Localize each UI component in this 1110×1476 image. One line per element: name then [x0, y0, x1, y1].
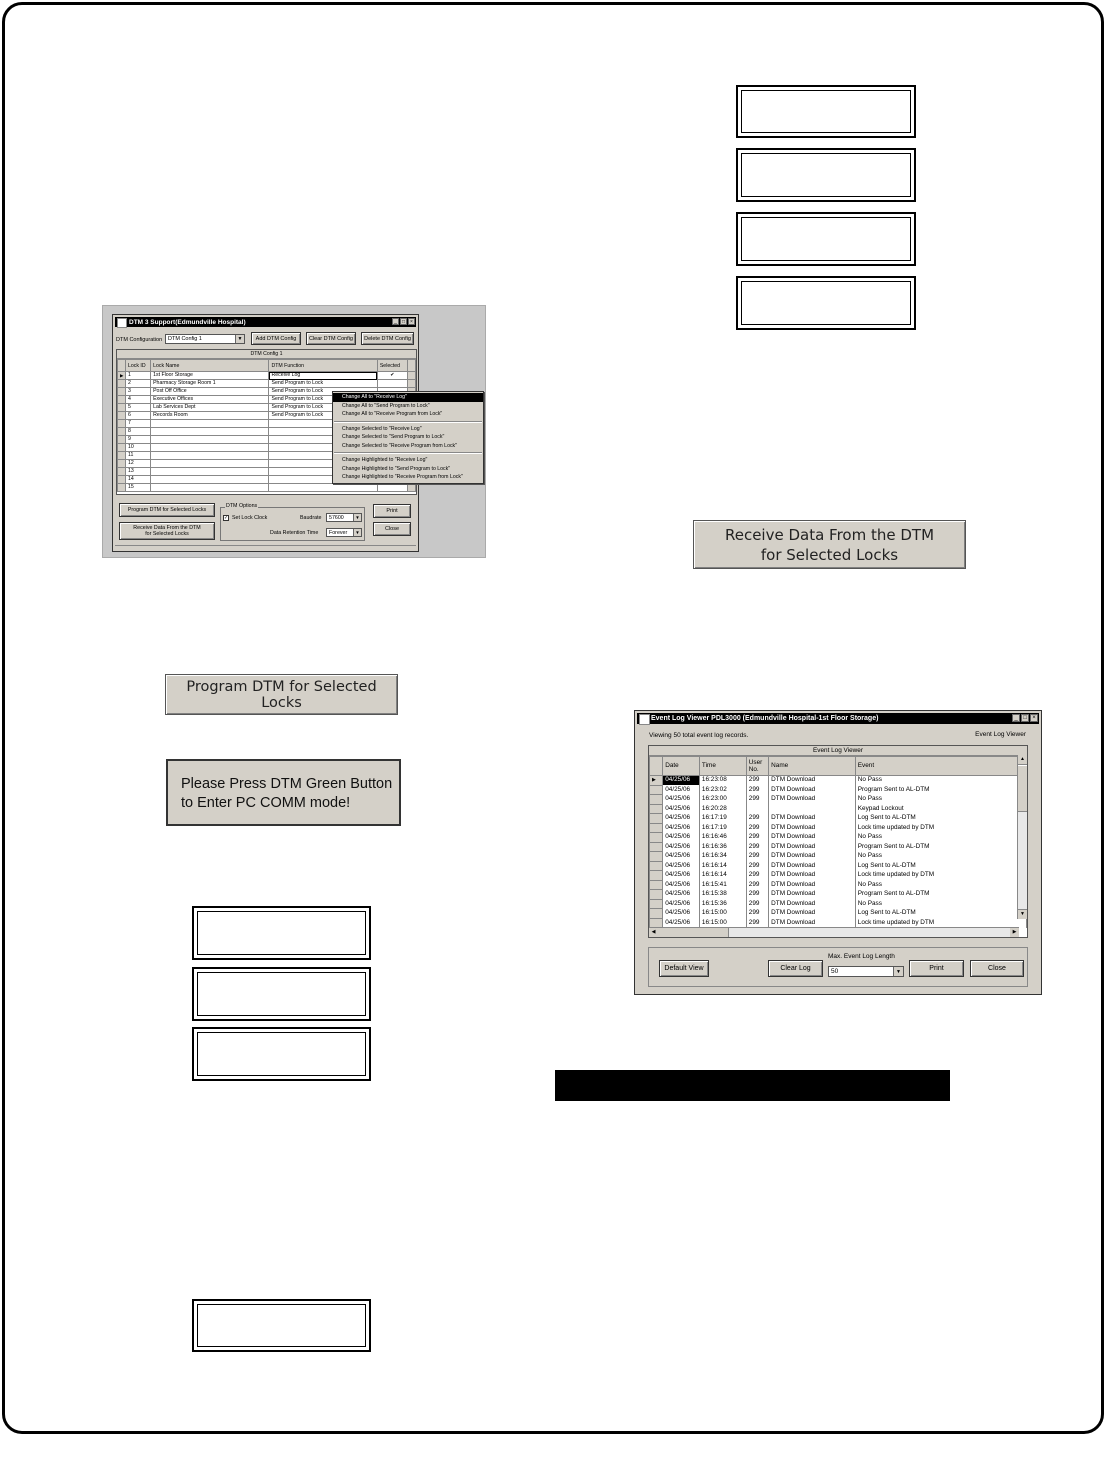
filler-cell — [407, 380, 415, 388]
retention-select[interactable]: Forever ▼ — [326, 528, 362, 537]
minimize-icon[interactable]: _ — [392, 318, 399, 325]
table-row[interactable] — [650, 804, 1027, 814]
date-cell[interactable]: 04/25/06 — [663, 861, 700, 871]
name-cell[interactable]: DTM Download — [769, 795, 856, 805]
row-indicator — [118, 404, 126, 412]
app-icon — [117, 318, 127, 328]
dtm-close-button[interactable]: Close — [373, 522, 411, 536]
event-cell[interactable]: No Pass — [855, 899, 1026, 909]
lock-name-cell[interactable]: Records Room — [151, 412, 269, 420]
lcd-display-box — [192, 1299, 371, 1352]
dtm-print-button[interactable]: Print — [373, 504, 411, 518]
row-indicator — [118, 444, 126, 452]
col-time[interactable]: Time — [699, 757, 746, 776]
date-cell[interactable]: 04/25/06 — [663, 909, 700, 919]
filler-cell — [407, 484, 415, 492]
name-cell[interactable]: DTM Download — [769, 842, 856, 852]
row-indicator — [118, 484, 126, 492]
date-cell[interactable]: 04/25/06 — [663, 785, 700, 795]
lock-name-cell[interactable]: Pharmacy Storage Room 1 — [151, 380, 269, 388]
time-cell[interactable]: 16:16:46 — [699, 833, 746, 843]
name-cell[interactable]: DTM Download — [769, 776, 856, 786]
name-cell[interactable]: DTM Download — [769, 871, 856, 881]
dtm-function-cell[interactable]: Send Program to Lock — [269, 388, 377, 396]
dtm-options-group: DTM Options ✓ Set Lock Clock Baudrate 57600 ▼ Data Retention Time Forever ▼ — [220, 507, 365, 541]
row-indicator — [650, 899, 663, 909]
event-cell[interactable]: Lock time updated by DTM — [855, 918, 1026, 928]
event-print-button[interactable]: Print — [909, 960, 964, 977]
table-row[interactable] — [650, 842, 1027, 852]
event-log-grid — [648, 745, 1028, 938]
name-cell[interactable]: DTM Download — [769, 861, 856, 871]
scroll-thumb[interactable] — [658, 928, 729, 937]
clear-log-button[interactable]: Clear Log — [768, 960, 823, 977]
chevron-down-icon: ▼ — [235, 335, 244, 343]
row-indicator — [118, 420, 126, 428]
user-cell[interactable]: 299 — [746, 909, 768, 919]
row-indicator — [118, 476, 126, 484]
max-length-label: Max. Event Log Length — [828, 953, 895, 960]
lock-id-cell[interactable]: 4 — [126, 396, 151, 404]
lcd-display-box — [736, 212, 916, 266]
date-cell[interactable]: 04/25/06 — [663, 804, 700, 814]
add-dtm-config-button[interactable]: Add DTM Config — [251, 332, 301, 345]
event-cell[interactable]: Program Sent to AL-DTM — [855, 785, 1026, 795]
lock-id-cell[interactable]: 1 — [126, 372, 151, 380]
col-selected[interactable]: Selected — [377, 360, 407, 372]
dtm-config-label: DTM Configuration — [116, 337, 163, 343]
user-cell[interactable]: 299 — [746, 918, 768, 928]
scroll-right-icon[interactable]: ▶ — [1010, 928, 1019, 937]
event-cell[interactable]: Log Sent to AL-DTM — [855, 861, 1026, 871]
lock-id-cell[interactable]: 5 — [126, 404, 151, 412]
event-cell[interactable]: Log Sent to AL-DTM — [855, 909, 1026, 919]
user-cell[interactable]: 299 — [746, 776, 768, 786]
lock-id-cell[interactable]: 15 — [126, 484, 151, 492]
dtm-title-bar — [115, 317, 416, 327]
set-lock-clock-label: Set Lock Clock — [232, 515, 268, 521]
row-indicator — [650, 871, 663, 881]
row-indicator — [650, 833, 663, 843]
time-cell[interactable]: 16:15:00 — [699, 918, 746, 928]
col-date[interactable]: Date — [663, 757, 700, 776]
lock-name-cell[interactable]: Lab Services Dept — [151, 404, 269, 412]
dtm-function-cell[interactable] — [269, 484, 377, 492]
lock-id-cell[interactable]: 3 — [126, 388, 151, 396]
user-cell[interactable]: 299 — [746, 852, 768, 862]
table-row[interactable] — [650, 871, 1027, 881]
lcd-display-box — [736, 276, 916, 330]
user-cell[interactable]: 299 — [746, 890, 768, 900]
table-row[interactable] — [650, 899, 1027, 909]
lcd-display-box — [192, 967, 371, 1021]
event-log-viewer-window — [634, 710, 1042, 995]
horizontal-scrollbar[interactable] — [649, 927, 1019, 937]
date-cell[interactable]: 04/25/06 — [663, 814, 700, 824]
lock-name-cell[interactable]: 1st Floor Storage — [151, 372, 269, 380]
user-cell[interactable]: 299 — [746, 861, 768, 871]
viewing-count-text: Viewing 50 total event log records. — [649, 732, 749, 739]
user-cell[interactable]: 299 — [746, 833, 768, 843]
lcd-display-box — [736, 148, 916, 202]
table-row[interactable] — [650, 861, 1027, 871]
user-cell[interactable]: 299 — [746, 899, 768, 909]
section-header-bar — [555, 1070, 950, 1101]
row-indicator — [650, 861, 663, 871]
close-icon[interactable]: × — [1030, 714, 1038, 722]
row-indicator — [650, 852, 663, 862]
name-cell[interactable]: DTM Download — [769, 909, 856, 919]
baudrate-label: Baudrate — [300, 515, 322, 521]
set-lock-clock-checkbox[interactable]: ✓ — [224, 515, 229, 521]
row-indicator — [650, 880, 663, 890]
selected-cell[interactable]: ✔ — [377, 372, 407, 380]
name-cell[interactable]: DTM Download — [769, 852, 856, 862]
table-row[interactable] — [650, 880, 1027, 890]
menu-item[interactable]: Change All to "Send Program to Lock" — [342, 402, 430, 409]
name-cell[interactable]: DTM Download — [769, 899, 856, 909]
user-cell[interactable]: 299 — [746, 871, 768, 881]
lock-name-cell[interactable]: Executive Offices — [151, 396, 269, 404]
name-cell[interactable]: DTM Download — [769, 833, 856, 843]
col-event[interactable]: Event — [855, 757, 1026, 776]
lock-id-cell[interactable]: 14 — [126, 476, 151, 484]
filler-cell — [407, 372, 415, 380]
col-user-no[interactable]: User No. — [746, 757, 768, 776]
date-cell[interactable]: 04/25/06 — [663, 890, 700, 900]
table-row[interactable] — [650, 833, 1027, 843]
time-cell[interactable]: 16:20:28 — [699, 804, 746, 814]
status-bar — [115, 545, 416, 552]
time-cell[interactable]: 16:15:38 — [699, 890, 746, 900]
app-icon — [639, 714, 650, 725]
row-indicator — [650, 814, 663, 824]
lcd-display-box — [192, 1027, 371, 1081]
scroll-left-icon[interactable]: ◀ — [649, 928, 658, 937]
event-cell[interactable]: Program Sent to AL-DTM — [855, 890, 1026, 900]
event-cell[interactable]: No Pass — [855, 776, 1026, 786]
event-cell[interactable]: Lock time updated by DTM — [855, 823, 1026, 833]
lock-name-cell[interactable] — [151, 436, 269, 444]
lock-name-cell[interactable] — [151, 484, 269, 492]
row-indicator — [118, 412, 126, 420]
row-indicator — [650, 842, 663, 852]
dtm-config-select[interactable]: DTM Config 1 ▼ — [165, 334, 245, 344]
date-cell[interactable]: 04/25/06 — [663, 823, 700, 833]
date-cell[interactable]: 04/25/06 — [663, 918, 700, 928]
lock-id-cell[interactable]: 12 — [126, 460, 151, 468]
menu-separator — [334, 452, 482, 454]
name-cell[interactable]: DTM Download — [769, 814, 856, 824]
name-cell[interactable]: DTM Download — [769, 823, 856, 833]
maximize-icon[interactable]: □ — [1021, 714, 1029, 722]
menu-item[interactable]: Change All to "Receive Program from Lock" — [342, 411, 443, 417]
prompt-line-1: Please Press DTM Green Button — [181, 776, 393, 792]
event-title-bar — [637, 713, 1039, 724]
date-cell[interactable]: 04/25/06 — [663, 899, 700, 909]
baudrate-select[interactable]: 57600 ▼ — [326, 513, 362, 522]
scroll-up-icon[interactable]: ▲ — [1018, 755, 1027, 765]
lock-id-cell[interactable]: 6 — [126, 412, 151, 420]
date-cell[interactable]: 04/25/06 — [663, 852, 700, 862]
lock-id-cell[interactable]: 10 — [126, 444, 151, 452]
lock-id-cell[interactable]: 8 — [126, 428, 151, 436]
lock-id-cell[interactable]: 7 — [126, 420, 151, 428]
event-cell[interactable]: No Pass — [855, 833, 1026, 843]
user-cell[interactable]: 299 — [746, 795, 768, 805]
name-cell[interactable] — [769, 804, 856, 814]
chevron-down-icon: ▼ — [353, 514, 361, 521]
lock-name-cell[interactable] — [151, 428, 269, 436]
lock-id-cell[interactable]: 13 — [126, 468, 151, 476]
table-row[interactable] — [650, 852, 1027, 862]
row-indicator — [118, 468, 126, 476]
event-close-button[interactable]: Close — [970, 960, 1024, 977]
event-cell[interactable]: Log Sent to AL-DTM — [855, 814, 1026, 824]
table-row[interactable] — [650, 785, 1027, 795]
table-row[interactable] — [118, 372, 416, 380]
prompt-line-2: to Enter PC COMM mode! — [181, 795, 351, 811]
max-length-select[interactable]: 50 ▼ — [828, 966, 904, 977]
menu-item[interactable]: Change All to "Receive Log" — [333, 393, 483, 402]
user-cell[interactable]: 299 — [746, 785, 768, 795]
lock-name-cell[interactable] — [151, 460, 269, 468]
lock-name-cell[interactable] — [151, 476, 269, 484]
menu-item[interactable]: Change Highlighted to "Receive Program from Lock" — [342, 474, 463, 480]
pc-comm-prompt — [166, 759, 401, 826]
table-row[interactable] — [650, 795, 1027, 805]
clear-dtm-config-button[interactable]: Clear DTM Config — [306, 332, 356, 345]
row-indicator — [650, 909, 663, 919]
event-cell[interactable]: Program Sent to AL-DTM — [855, 842, 1026, 852]
lock-id-cell[interactable]: 2 — [126, 380, 151, 388]
receive-data-button[interactable]: Receive Data From the DTM for Selected Locks — [693, 520, 966, 569]
event-cell[interactable]: Lock time updated by DTM — [855, 871, 1026, 881]
date-cell[interactable]: 04/25/06 — [663, 871, 700, 881]
user-cell[interactable] — [746, 804, 768, 814]
name-cell[interactable]: DTM Download — [769, 890, 856, 900]
menu-item[interactable]: Change Selected to "Receive Log" — [342, 425, 422, 432]
grid-caption: Event Log Viewer — [649, 746, 1027, 756]
row-indicator — [650, 795, 663, 805]
default-view-button[interactable]: Default View — [659, 960, 709, 977]
receive-data-small-button[interactable]: Receive Data From the DTM for Selected Locks — [119, 522, 215, 540]
grid-caption: DTM Config 1 — [117, 350, 416, 359]
col-dtm-function[interactable]: DTM Function — [269, 360, 377, 372]
table-row[interactable] — [118, 484, 416, 492]
event-cell[interactable]: No Pass — [855, 795, 1026, 805]
row-indicator: ▶ — [650, 776, 663, 786]
menu-item[interactable]: Change Selected to "Receive Program from Lock" — [342, 442, 457, 449]
chevron-down-icon: ▼ — [893, 967, 903, 976]
lock-name-cell[interactable] — [151, 452, 269, 460]
table-row[interactable] — [650, 814, 1027, 824]
name-cell[interactable]: DTM Download — [769, 785, 856, 795]
delete-dtm-config-button[interactable]: Delete DTM Config — [361, 332, 414, 345]
event-log-table — [649, 756, 1027, 928]
time-cell[interactable]: 16:15:00 — [699, 909, 746, 919]
row-indicator — [118, 428, 126, 436]
time-cell[interactable]: 16:16:34 — [699, 852, 746, 862]
time-cell[interactable]: 16:15:36 — [699, 899, 746, 909]
program-dtm-small-button[interactable]: Program DTM for Selected Locks — [119, 503, 215, 517]
dtm-window-title: DTM 3 Support(Edmundville Hospital) — [129, 318, 246, 326]
row-indicator — [118, 436, 126, 444]
time-cell[interactable]: 16:16:14 — [699, 861, 746, 871]
lcd-display-box — [192, 906, 371, 960]
close-icon[interactable]: × — [408, 318, 415, 325]
dtm-function-cell[interactable]: Send Program to Lock — [269, 380, 377, 388]
date-cell[interactable]: 04/25/06 — [663, 842, 700, 852]
dtm-function-cell[interactable]: Send Program to Lock — [269, 412, 377, 420]
lock-id-cell[interactable]: 9 — [126, 436, 151, 444]
vertical-scrollbar[interactable] — [1017, 755, 1027, 919]
menu-item[interactable]: Change Highlighted to "Send Program to Lock" — [342, 465, 451, 472]
selected-cell[interactable] — [377, 380, 407, 388]
dtm-support-window — [102, 305, 486, 558]
maximize-icon[interactable]: □ — [401, 319, 406, 325]
time-cell[interactable]: 16:17:19 — [699, 823, 746, 833]
row-indicator — [118, 452, 126, 460]
date-cell[interactable]: 04/25/06 — [663, 776, 700, 786]
col-lock-name[interactable]: Lock Name — [151, 360, 269, 372]
time-cell[interactable]: 16:23:00 — [699, 795, 746, 805]
row-indicator: ▶ — [118, 372, 126, 380]
row-indicator — [118, 460, 126, 468]
date-cell[interactable]: 04/25/06 — [663, 880, 700, 890]
lock-name-cell[interactable]: Post Off Office — [151, 388, 269, 396]
user-cell[interactable]: 299 — [746, 823, 768, 833]
row-indicator — [118, 388, 126, 396]
lock-name-cell[interactable] — [151, 468, 269, 476]
date-cell[interactable]: 04/25/06 — [663, 795, 700, 805]
lock-id-cell[interactable]: 11 — [126, 452, 151, 460]
user-cell[interactable]: 299 — [746, 814, 768, 824]
minimize-icon[interactable]: _ — [1012, 714, 1020, 722]
program-dtm-button[interactable]: Program DTM for Selected Locks — [165, 674, 398, 715]
date-cell[interactable]: 04/25/06 — [663, 833, 700, 843]
name-cell[interactable]: DTM Download — [769, 918, 856, 928]
table-row[interactable] — [650, 776, 1027, 786]
col-lock-id[interactable]: Lock ID — [126, 360, 151, 372]
scroll-down-icon[interactable]: ▼ — [1018, 909, 1027, 919]
dtm-function-cell[interactable]: Receive Log — [269, 372, 377, 380]
row-indicator — [118, 396, 126, 404]
event-log-viewer-label: Event Log Viewer — [975, 731, 1026, 738]
lock-name-cell[interactable] — [151, 444, 269, 452]
scroll-thumb[interactable] — [1018, 765, 1027, 812]
selected-cell[interactable] — [377, 484, 407, 492]
user-cell[interactable]: 299 — [746, 842, 768, 852]
col-name[interactable]: Name — [769, 757, 856, 776]
dtm-function-cell[interactable]: Send Program to Lock — [269, 404, 377, 412]
row-indicator — [118, 380, 126, 388]
lock-name-cell[interactable] — [151, 420, 269, 428]
row-indicator — [650, 823, 663, 833]
user-cell[interactable]: 299 — [746, 880, 768, 890]
lcd-display-box — [736, 85, 916, 138]
dtm-function-cell[interactable]: Send Program to Lock — [269, 396, 377, 404]
dtm-function-context-menu — [332, 391, 484, 484]
menu-item[interactable]: Change Highlighted to "Receive Log" — [342, 457, 428, 463]
row-indicator — [650, 890, 663, 900]
time-cell[interactable]: 16:23:08 — [699, 776, 746, 786]
table-row[interactable] — [650, 823, 1027, 833]
chevron-down-icon: ▼ — [353, 529, 361, 536]
table-row[interactable] — [118, 380, 416, 388]
row-indicator — [650, 804, 663, 814]
row-indicator — [650, 785, 663, 795]
event-cell[interactable]: No Pass — [855, 880, 1026, 890]
time-cell[interactable]: 16:16:36 — [699, 842, 746, 852]
time-cell[interactable]: 16:23:02 — [699, 785, 746, 795]
table-row[interactable] — [650, 890, 1027, 900]
time-cell[interactable]: 16:15:41 — [699, 880, 746, 890]
retention-label: Data Retention Time — [270, 530, 319, 536]
time-cell[interactable]: 16:17:19 — [699, 814, 746, 824]
event-window-title: Event Log Viewer PDL3000 (Edmundville Hospital-1st Floor Storage) — [651, 715, 879, 722]
table-row[interactable] — [650, 909, 1027, 919]
menu-separator — [334, 421, 482, 423]
event-actions-panel — [648, 947, 1028, 987]
event-cell[interactable]: Keypad Lockout — [855, 804, 1026, 814]
event-cell[interactable]: No Pass — [855, 852, 1026, 862]
name-cell[interactable]: DTM Download — [769, 880, 856, 890]
time-cell[interactable]: 16:16:14 — [699, 871, 746, 881]
menu-item[interactable]: Change Selected to "Send Program to Lock" — [342, 434, 445, 440]
